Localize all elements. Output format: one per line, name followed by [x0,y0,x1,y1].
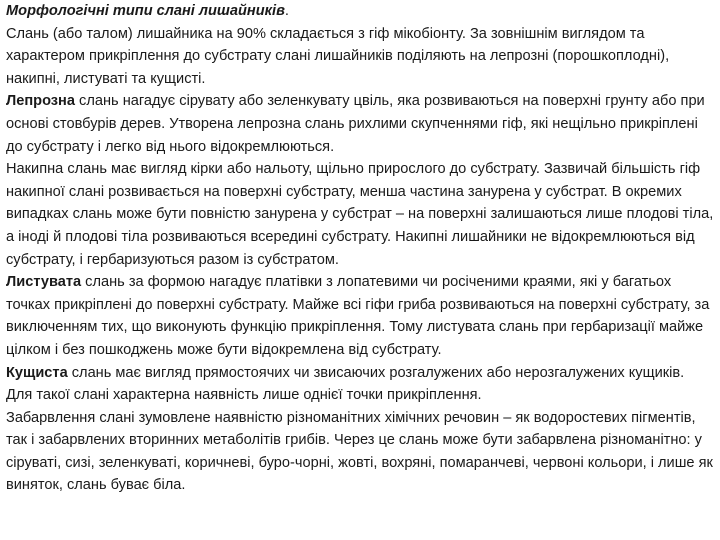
title-dot: . [284,3,289,19]
term-fruticose: Кущиста [6,364,68,381]
paragraph-coloration: Забарвлення слані зумовлене наявністю різноманітних хімічних речовин – як водоростевих пігментів, так і забарвлених вторинних метаболітів грибів. Через це слань може бути забарвлена різноманітно: у сіруваті, сизі, зеленкуваті, коричневі, буро-чорні, жовті, вохряні, помаранчеві, червоні кольори, і лише як виняток, слань буває біла. [6,409,713,494]
title-line [6,0,714,23]
paragraph-leprose [6,90,714,158]
fruticose-text: слань має вигляд прямостоячих чи звисаючих розгалужених або нерозгалужених кущиків. Для такої слані характерна наявність лише однієї точки прикріплення. [6,364,685,404]
text-body [6,0,714,497]
term-leprose: Лепрозна [6,93,75,110]
term-foliose: Листувата [6,274,82,291]
foliose-text: слань за формою нагадує платівки з лопатевими чи росіченими краями, які у багатьох точках прикріплені до поверхні субстрату. Майже всі гіфи гриба розвиваються на поверхні субстрату, за виключенням тих, що виконують функцію прикріплення. Тому листувата слань при гербаризації майже цілком і без пошкоджень може бути відокремлена від субстрату. [6,274,710,358]
paragraph-fruticose [6,362,714,407]
title-heading: Морфологічні типи слані лишайників [6,3,285,19]
paragraph-foliose [6,271,714,361]
paragraph-intro: Слань (або талом) лишайника на 90% складається з гіф мікобіонту. За зовнішнім виглядом та характером прикріплення до субстрату слані лишайників поділяють на лепрозні (порошкоплодні), накипні, листуваті та кущисті. [6,25,670,87]
leprose-text: слань нагадує сірувату або зеленкувату цвіль, яка розвиваються на поверхні грунту або при основі стовбурів дерев. Утворена лепрозна слань рихлими скупченнями гіф, які нещільно прикріплені до субстрату і легко від нього відокремлюються. [6,93,705,155]
paragraph-crustose: Накипна слань має вигляд кірки або нальоту, щільно прирослого до субстрату. Зазвичай більшість гіф накипної слані розвивається на поверхні субстрату, менша частина занурена у субстрат. В окремих випадках слань може бути повністю занурена у субстрат – на поверхні залишаються лише плодові тіла, а іноді й плодові тіла розвиваються всередині субстрату. Накипні лишайники не відокремлюються від субстрату, і гербаризуються разом із субстратом. [6,161,714,268]
